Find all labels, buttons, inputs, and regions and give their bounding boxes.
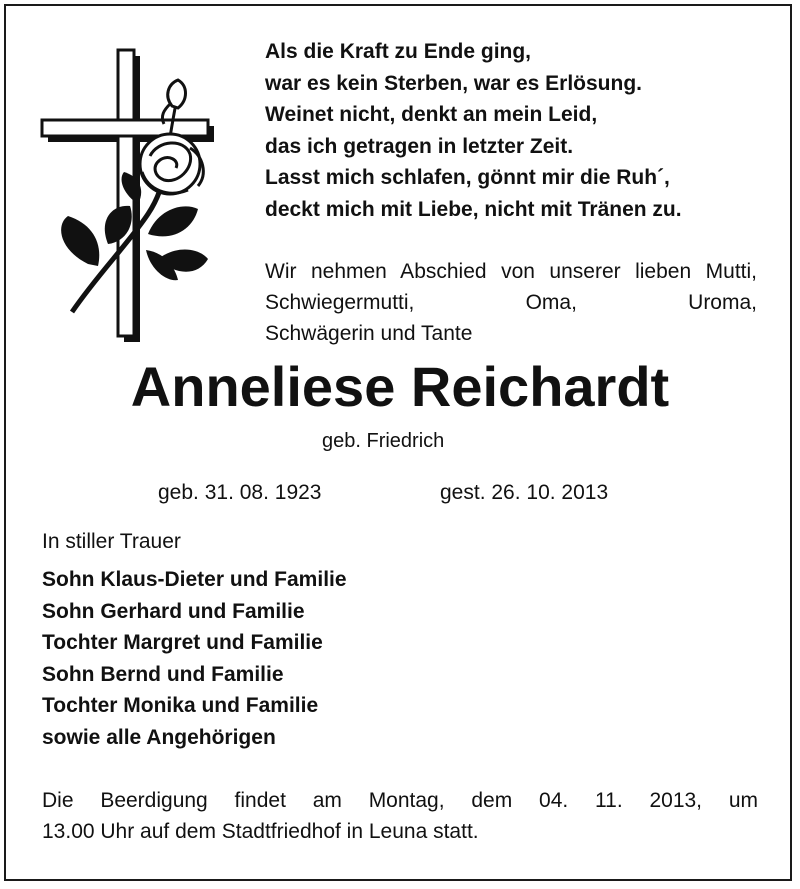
poem bbox=[265, 36, 765, 225]
poem-line: Als die Kraft zu Ende ging, bbox=[265, 40, 532, 63]
mourning-label: In stiller Trauer bbox=[42, 530, 181, 553]
cross-with-rose-icon bbox=[38, 44, 228, 344]
deceased-name: Anneliese Reichardt bbox=[130, 355, 670, 418]
death-date: gest. 26. 10. 2013 bbox=[440, 481, 609, 504]
family-list bbox=[42, 564, 347, 753]
poem-line: Weinet nicht, denkt an mein Leid, bbox=[265, 103, 598, 126]
family-member: Tochter Monika und Familie bbox=[42, 694, 319, 717]
family-member: Sohn Bernd und Familie bbox=[42, 662, 284, 686]
family-member: Sohn Klaus-Dieter und Familie bbox=[42, 568, 347, 591]
poem-line: Lasst mich schlafen, gönnt mir die Ruh´, bbox=[265, 166, 670, 189]
poem-line: deckt mich mit Liebe, nicht mit Tränen zu. bbox=[265, 197, 682, 221]
family-member: Sohn Gerhard und Familie bbox=[42, 599, 305, 623]
family-member: Tochter Margret und Familie bbox=[42, 631, 323, 654]
intro-line: Mutti, Schwiegermutti, Oma, Uroma, bbox=[265, 260, 757, 314]
farewell-intro bbox=[265, 256, 757, 349]
intro-line: Schwägerin und Tante bbox=[265, 322, 473, 345]
maiden-name: geb. Friedrich bbox=[322, 430, 445, 452]
funeral-line: Die Beerdigung findet am Montag, dem 04. 11. 2013, um bbox=[42, 789, 758, 812]
birth-date: geb. 31. 08. 1923 bbox=[158, 481, 322, 504]
family-member: sowie alle Angehörigen bbox=[42, 725, 276, 749]
poem-line: das ich getragen in letzter Zeit. bbox=[265, 134, 574, 158]
intro-line: Wir nehmen Abschied von unserer lieben bbox=[265, 260, 692, 283]
funeral-line: 13.00 Uhr auf dem Stadtfriedhof in Leuna statt. bbox=[42, 820, 479, 843]
poem-line: war es kein Sterben, war es Erlösung. bbox=[265, 71, 642, 95]
funeral-info bbox=[42, 785, 758, 847]
